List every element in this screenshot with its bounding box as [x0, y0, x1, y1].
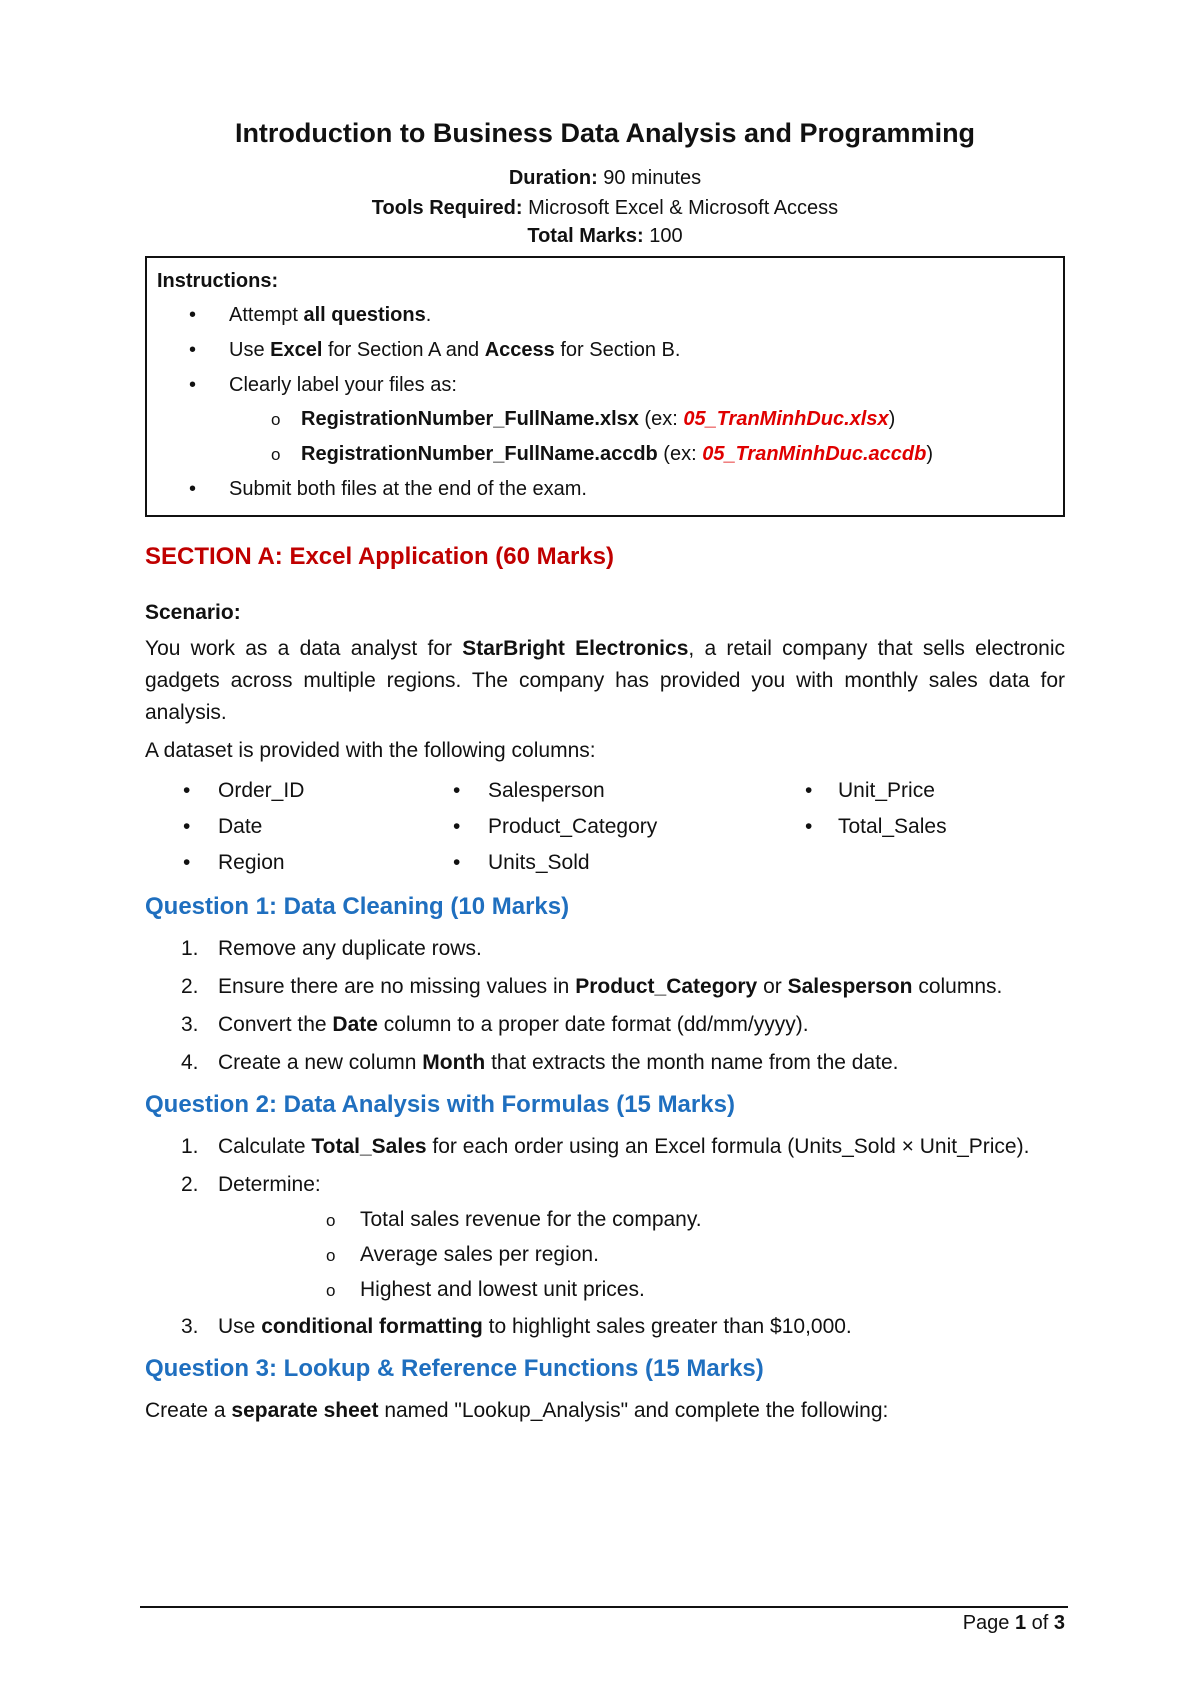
instruction-item: • Attempt all questions.	[157, 300, 1053, 330]
file-naming-item: o RegistrationNumber_FullName.accdb (ex: 05_TranMinhDuc.accdb)	[229, 439, 1053, 469]
file-naming-item: o RegistrationNumber_FullName.xlsx (ex: 05_TranMinhDuc.xlsx)	[229, 404, 1053, 434]
sub-item: o Highest and lowest unit prices.	[218, 1275, 1065, 1305]
scenario-label: Scenario:	[145, 601, 241, 624]
instruction-item: • Submit both files at the end of the exam.	[157, 474, 1053, 504]
instruction-item: • Clearly label your files as: o RegistrationNumber_FullName.xlsx (ex: 05_TranMinhDuc.xlsx) o RegistrationNumber_FullName.accdb (ex: 05_TranMinhDuc.accdb)	[157, 370, 1053, 469]
dataset-columns	[145, 773, 1065, 881]
question-item: 2. Ensure there are no missing values in Product_Category or Salesperson columns.	[181, 975, 1003, 998]
instructions-heading: Instructions:	[157, 270, 279, 292]
column-name: • Region	[145, 845, 445, 881]
instructions-list	[157, 300, 1053, 504]
dataset-intro: A dataset is provided with the following columns:	[145, 739, 596, 762]
column-name: • Unit_Price	[805, 773, 947, 809]
sub-item: o Average sales per region.	[218, 1240, 1065, 1270]
tools-line: Tools Required: Microsoft Excel & Microsoft Access	[371, 197, 839, 219]
column-list-2	[445, 773, 805, 881]
sub-item: o Total sales revenue for the company.	[218, 1205, 1065, 1235]
column-name: • Order_ID	[145, 773, 445, 809]
column-list-1	[145, 773, 445, 881]
question-item: 3. Convert the Date column to a proper date format (dd/mm/yyyy).	[181, 1013, 809, 1036]
duration-line: Duration: 90 minutes	[508, 167, 702, 189]
section-a-title: SECTION A: Excel Application (60 Marks)	[145, 543, 614, 570]
footer-divider	[140, 1606, 1068, 1608]
column-list-3	[805, 773, 947, 881]
question-item: 1. Calculate Total_Sales for each order using an Excel formula (Units_Sold × Unit_Price).	[181, 1135, 1030, 1158]
question-item: 1. Remove any duplicate rows.	[181, 937, 482, 960]
file-naming-list	[229, 404, 1053, 469]
column-name: • Product_Category	[445, 809, 805, 845]
question-item: 3. Use conditional formatting to highlight sales greater than $10,000.	[181, 1315, 852, 1338]
column-name: • Units_Sold	[445, 845, 805, 881]
column-name: • Date	[145, 809, 445, 845]
question-3-title: Question 3: Lookup & Reference Functions (15 Marks)	[145, 1355, 764, 1382]
scenario-paragraph: You work as a data analyst for StarBright Electronics, a retail company that sells electronic gadgets across multiple regions. The company has provided you with monthly sales data for analysis.	[145, 637, 1065, 724]
page-title: Introduction to Business Data Analysis and Programming	[234, 118, 976, 148]
question-3-text: Create a separate sheet named "Lookup_Analysis" and complete the following:	[145, 1399, 889, 1422]
determine-sublist	[218, 1205, 1065, 1305]
question-item: 2. Determine: o Total sales revenue for the company. o Average sales per region. o Highest and lowest unit prices.	[145, 1169, 1065, 1305]
question-item: 4. Create a new column Month that extracts the month name from the date.	[181, 1051, 899, 1074]
page-content	[145, 118, 1065, 1427]
question-1-list	[145, 933, 1065, 1079]
question-2-title: Question 2: Data Analysis with Formulas (15 Marks)	[145, 1091, 735, 1118]
instruction-item: • Use Excel for Section A and Access for Section B.	[157, 335, 1053, 365]
question-1-title: Question 1: Data Cleaning (10 Marks)	[145, 893, 570, 920]
column-name: • Salesperson	[445, 773, 805, 809]
column-name: • Total_Sales	[805, 809, 947, 845]
page-number: Page 1 of 3	[962, 1612, 1065, 1634]
question-2-list	[145, 1131, 1065, 1343]
total-marks-line: Total Marks: 100	[527, 225, 683, 247]
instructions-box	[145, 256, 1065, 517]
